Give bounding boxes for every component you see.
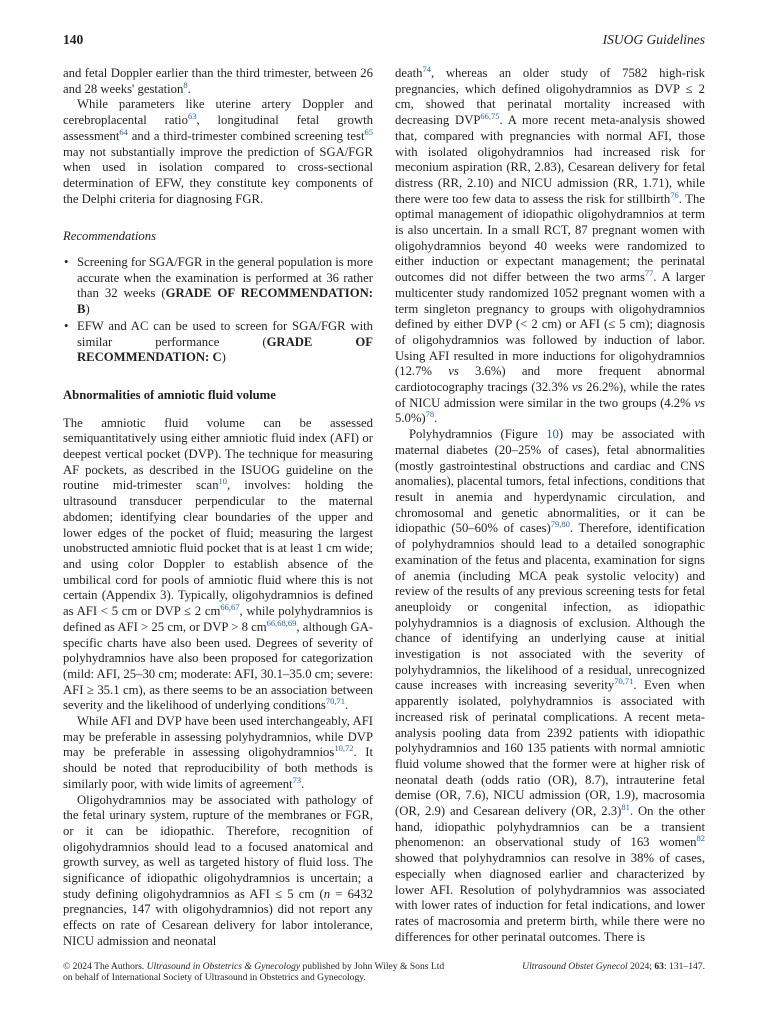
citation-link[interactable]: 65 (364, 126, 373, 137)
citation-link[interactable]: 70,71 (325, 696, 345, 707)
recommendations-list (63, 255, 373, 366)
citation-link[interactable]: 10,72 (334, 743, 354, 754)
citation-link[interactable]: 79,80 (550, 519, 570, 530)
citation-link[interactable]: 63 (187, 111, 197, 122)
citation-link[interactable]: 64 (119, 126, 128, 137)
citation-link[interactable]: 74 (422, 64, 431, 74)
right-column (395, 66, 705, 945)
list-item: • EFW and AC can be used to screen for SGA/FGR with similar performance (GRADE OF RECOMMENDATION: C) (77, 319, 373, 366)
citation-info: Ultrasound Obstet Gynecol 2024; 63: 131–147. (522, 961, 705, 972)
list-item: • Screening for SGA/FGR in the general population is more accurate when the examination is performed at 36 rather than 32 weeks (GRADE OF RECOMMENDATION: B) (77, 255, 373, 318)
citation-link[interactable]: 66,75 (480, 111, 500, 122)
copyright-notice: © 2024 The Authors. Ultrasound in Obstetrics & Gynecology published by John Wiley & Sons Ltd on behalf of International Society of Ultrasound in Obstetrics and Gynecology. (63, 961, 445, 983)
citation-link[interactable]: 73 (292, 774, 302, 785)
citation-link[interactable]: 10 (218, 476, 228, 487)
paragraph: Polyhydramnios (Figure 10) may be associated with maternal diabetes (20–25% of cases), fetal abnormalities (mostly gastrointestinal obstructions and cardiac and CNS anomalies), placental tumors, fetal infections, conditions that result in anemia and hyperdynamic circulation, and chromosomal and genetic abnormalities, or it can be idiopathic (50–60% of cases)$^{79,80}$. Therefore, identification of polyhydramnios should lead to a detailed sonographic examination of the fetus and placenta, examination for signs of anemia (including MCA peak systolic velocity) and review of the results of any previous screening tests for fetal aneuploidy or congenital infection, as idiopathic polyhydramnios is a diagnosis of exclusion. Although the chance of identifying an underlying cause at initial investigation is not associated with the severity of polyhydramnios, the likelihood of a residual, unrecognized cause increases with increasing severity$^{70,71}$. Even when apparently isolated, polyhydramnios is associated with increased risk of perinatal complications. A recent meta-analysis pooling data from 2392 patients with idiopathic polyhydramnios and 160 135 patients with normal amniotic fluid volume showed that the former were at higher risk of neonatal death (odds ratio (OR), 8.7), intrauterine fetal demise (OR, 7.6), NICU admission (OR, 1.9), macrosomia (OR, 2.9) and Cesarean delivery (OR, 2.3)$^{81}$. On the other hand, idiopathic polyhydramnios can be a transient phenomenon: an observational study of 163 women$^{82}$ showed that polyhydramnios can resolve in 38% of cases, especially when diagnosed earlier and characterized by lower AFI. Resolution of polyhydramnios was associated with lower rates of induction for fetal indications, and lower rates of macrosomia and preterm birth, while there were no differences for other perinatal outcomes. There is (395, 427, 705, 944)
paragraph: Oligohydramnios may be associated with pathology of the fetal urinary system, rupture of the membranes or FGR, or it can be idiopathic. Therefore, recognition of oligohydramnios should lead to a focused anatomical and growth survey, as well as targeted history of fluid loss. The significance of idiopathic oligohydramnios is uncertain; a study defining oligohydramnios as AFI ≤ 5 cm (n = 6432 pregnancies, 147 with oligohydramnios) did not report any effects on rate of Cesarean delivery for labor intolerance, NICU admission and neonatal (63, 792, 374, 948)
citation-link[interactable]: 70,71 (614, 676, 634, 687)
paragraph: and fetal Doppler earlier than the third trimester, between 26 and 28 weeks' gestation$^8$. (63, 66, 373, 96)
citation-link[interactable]: 66,68,69 (266, 617, 297, 628)
citation-link[interactable]: 82 (696, 833, 705, 844)
citation-link[interactable]: 8 (183, 79, 188, 90)
running-title: ISUOG Guidelines (602, 32, 705, 47)
recommendations-heading: Recommendations (63, 229, 157, 244)
grade-of-recommendation: GRADE OF RECOMMENDATION: B (77, 286, 373, 317)
paragraph: While AFI and DVP have been used interchangeably, AFI may be preferable in assessing polyhydramnios, while DVP may be preferable in assessing oligohydramnios$^{10,72}$. It should be noted that reproducibility of both methods is similarly poor, with wide limits of agreement$^{73}$. (63, 714, 373, 791)
citation-link[interactable]: 78 (425, 409, 435, 420)
citation-link[interactable]: 76 (670, 189, 679, 200)
page-number: 140 (63, 32, 84, 47)
paragraph: While parameters like uterine artery Doppler and cerebroplacental ratio$^{63}$, longitudinal fetal growth assessment$^{64}$ and a third-trimester combined screening test$^{65}$ may not substantially improve the prediction of SGA/FGR when used in isolation compared to cross-sectional determination of EFW, they constitute key components of the Delphi criteria for diagnosing FGR. (63, 97, 373, 206)
citation-link[interactable]: 66,67 (220, 602, 240, 613)
paragraph: The amniotic fluid volume can be assessed semiquantitatively using either amniotic fluid index (AFI) or deepest vertical pocket (DVP). The technique for measuring AF pockets, as described in the ISUOG guideline on the routine mid-trimester scan$^{10}$, involves: holding the ultrasound transducer perpendicular to the maternal abdomen; identifying clear boundaries of the upper and lower edges of the pocket of fluid; measuring the largest unobstructed amniotic fluid pocket that is at least 1 cm wide; and using color Doppler to establish absence of the umbilical cord for pools of amniotic fluid where this is not certain (Appendix 3). Typically, oligohydramnios is defined as AFI < 5 cm or DVP ≤ 2 cm$^{66,67}$, while polyhydramnios is defined as AFI > 25 cm, or DVP > 8 cm$^{66,68,69}$, although GA-specific charts have also been used. Degrees of severity of polyhydramnios have also been proposed for categorization (mild: AFI, 25–30 cm; moderate: AFI, 30.1–35.0 cm; severe: AFI ≥ 35.1 cm), as there seems to be an association between severity and the likelihood of underlying conditions$^{70,71}$. (63, 415, 373, 713)
left-column (63, 66, 373, 950)
section-heading: Abnormalities of amniotic fluid volume (63, 387, 276, 402)
citation-link[interactable]: 77 (644, 268, 654, 279)
citation-link[interactable]: 81 (621, 802, 630, 813)
page-header (63, 32, 705, 50)
paragraph: death$^{74}$, whereas an older study of 7582 high-risk pregnancies, which defined oligohydramnios as DVP ≤ 2 cm, showed that perinatal mortality increased with decreasing DVP$^{66,75}$. A more recent meta-analysis showed that, compared with pregnancies with normal AFI, those with isolated oligohydramnios had increased risk for meconium aspiration (RR, 2.83), Cesarean delivery for fetal distress (RR, 2.10) and NICU admission (RR, 1.71), while there were too few data to assess the risk for stillbirth$^{76}$. The optimal management of idiopathic oligohydramnios at term is also uncertain. In a small RCT, 87 pregnant women with oligohydramnios beyond 40 weeks were randomized to either induction or expectant management; the perinatal outcomes did not differ between the two arms$^{77}$. A larger multicenter study randomized 1052 pregnant women with a term singleton pregnancy to groups with oligohydramnios defined by either DVP (< 2 cm) or AFI (≤ 5 cm); diagnosis of oligohydramnios was followed by induction of labor. Using AFI resulted in more inductions for oligohydramnios (12.7% vs 3.6%) and more frequent abnormal cardiotocography tracings (32.3% vs 26.2%), while the rates of NICU admission were similar in the two groups (4.2% vs 5.0%)$^{78}$. (395, 64, 706, 426)
figure-link[interactable]: 10 (546, 427, 559, 442)
grade-of-recommendation: GRADE OF RECOMMENDATION: C (77, 334, 373, 365)
